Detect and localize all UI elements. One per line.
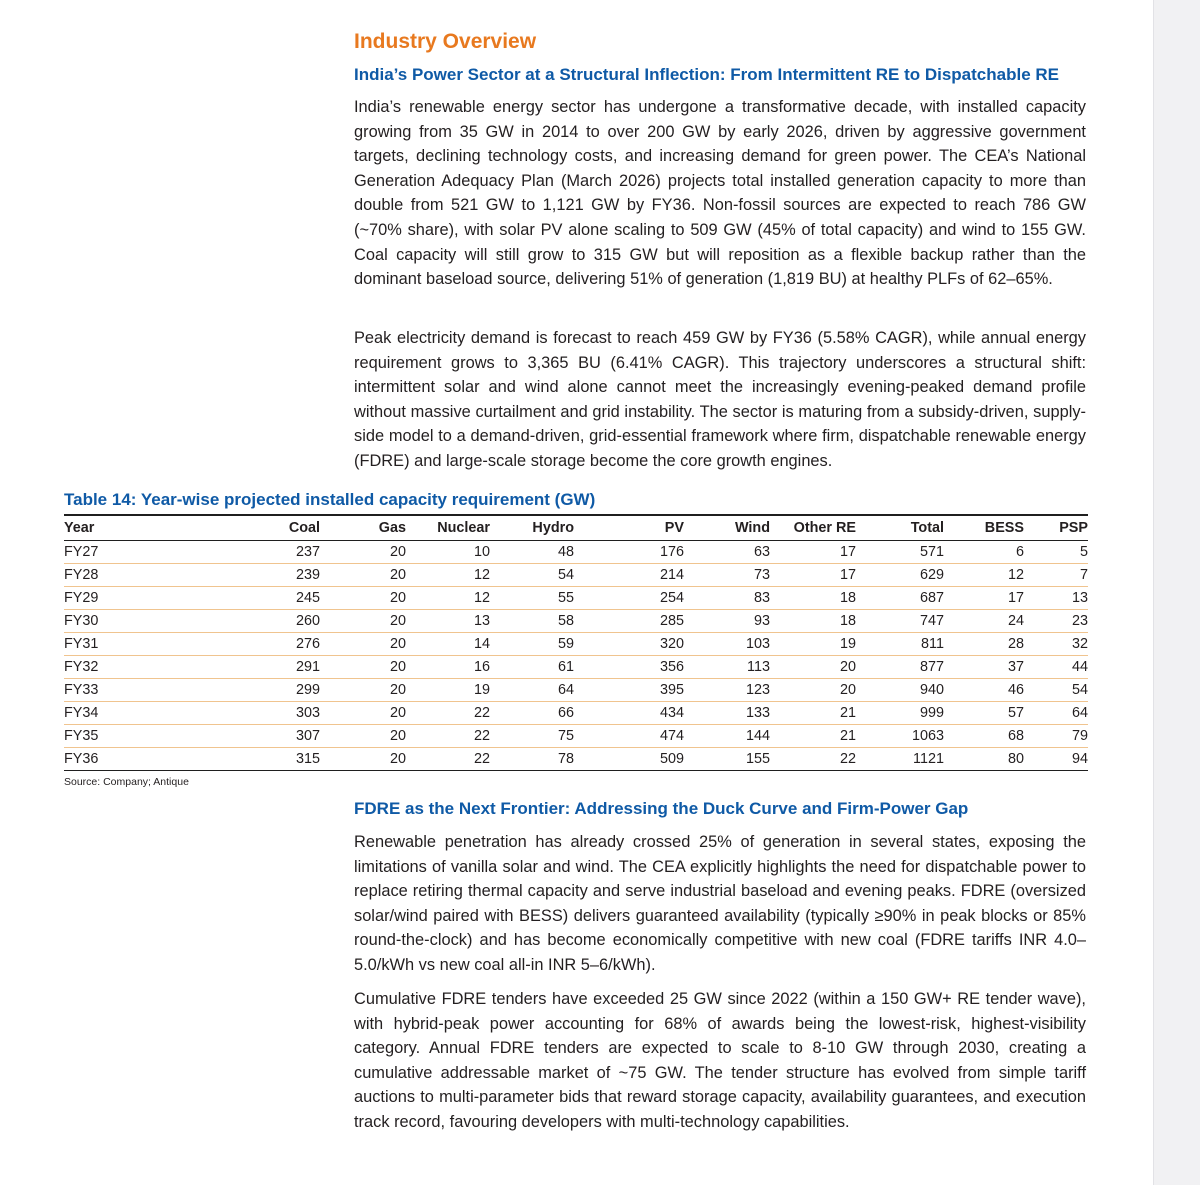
table-cell: 747 [856, 610, 944, 633]
table-cell: 245 [124, 587, 320, 610]
table-cell: 19 [406, 679, 490, 702]
table-cell: 66 [490, 702, 574, 725]
table-cell: 214 [574, 564, 684, 587]
table-cell: 22 [406, 702, 490, 725]
col-header-other-re: Other RE [770, 515, 856, 541]
table-cell: 94 [1024, 748, 1088, 771]
table-cell: 21 [770, 725, 856, 748]
table-row [64, 725, 1088, 748]
table-cell: 155 [684, 748, 770, 771]
table-cell: 13 [406, 610, 490, 633]
table-row [64, 564, 1088, 587]
paragraph-1: India’s renewable energy sector has undergone a transformative decade, with installed capacity growing from 35 GW in 2014 to over 200 GW by early 2026, driven by aggressive government targets, declining technology costs, and increasing demand for green power. The CEA’s National Generation Adequacy Plan (March 2026) projects total installed generation capacity to more than double from 521 GW to 1,121 GW by FY36. Non-fossil sources are expected to reach 786 GW (~70% share), with solar PV alone scaling to 509 GW (45% of total capacity) and wind to 155 GW. Coal capacity will still grow to 315 GW but will reposition as a flexible backup rather than the dominant baseload source, delivering 51% of generation (1,819 BU) at healthy PLFs of 62–65%. [354, 98, 1086, 289]
heading-structural-inflection: India’s Power Sector at a Structural Inflection: From Intermittent RE to Dispatchable RE [354, 65, 1059, 84]
table-cell: 46 [944, 679, 1024, 702]
paragraph-2: Peak electricity demand is forecast to reach 459 GW by FY36 (5.58% CAGR), while annual energy requirement grows to 3,365 BU (6.41% CAGR). This trajectory underscores a structural shift: intermittent solar and wind alone cannot meet the increasingly evening-peaked demand profile without massive curtailment and grid instability. The sector is maturing from a subsidy-driven, supply-side model to a demand-driven, grid-essential framework where firm, dispatchable renewable energy (FDRE) and large-scale storage become the core growth engines. [354, 329, 1086, 470]
table-row [64, 610, 1088, 633]
table-cell: 20 [320, 702, 406, 725]
table-cell: 509 [574, 748, 684, 771]
table-cell: 48 [490, 541, 574, 564]
table-cell: 79 [1024, 725, 1088, 748]
table-cell: 1063 [856, 725, 944, 748]
table-cell: 940 [856, 679, 944, 702]
table-row [64, 679, 1088, 702]
col-header-psp: PSP [1024, 515, 1088, 541]
table-cell: 17 [770, 564, 856, 587]
col-header-gas: Gas [320, 515, 406, 541]
table-cell: 356 [574, 656, 684, 679]
table-cell: 14 [406, 633, 490, 656]
table-cell: 320 [574, 633, 684, 656]
table-cell: 20 [320, 587, 406, 610]
table-cell: 474 [574, 725, 684, 748]
table-cell: 20 [320, 633, 406, 656]
table-cell: 687 [856, 587, 944, 610]
table-cell: 17 [770, 541, 856, 564]
table-cell: 61 [490, 656, 574, 679]
table-cell: 63 [684, 541, 770, 564]
table-row [64, 541, 1088, 564]
table-cell: 237 [124, 541, 320, 564]
table-cell: 103 [684, 633, 770, 656]
table-cell: 7 [1024, 564, 1088, 587]
table-cell: 5 [1024, 541, 1088, 564]
col-header-hydro: Hydro [490, 515, 574, 541]
table-cell: 58 [490, 610, 574, 633]
heading-fdre-frontier: FDRE as the Next Frontier: Addressing the Duck Curve and Firm-Power Gap [354, 799, 969, 818]
table-cell: 18 [770, 587, 856, 610]
table-cell: 55 [490, 587, 574, 610]
table-cell: 75 [490, 725, 574, 748]
table-cell: 80 [944, 748, 1024, 771]
table-cell: 21 [770, 702, 856, 725]
table-cell: 10 [406, 541, 490, 564]
table-cell: 303 [124, 702, 320, 725]
table-cell: 20 [320, 656, 406, 679]
table-row [64, 633, 1088, 656]
table-cell: 64 [1024, 702, 1088, 725]
table-cell: 44 [1024, 656, 1088, 679]
table-row [64, 748, 1088, 771]
col-header-coal: Coal [124, 515, 320, 541]
paragraph-3: Renewable penetration has already crossed 25% of generation in several states, exposing the limitations of vanilla solar and wind. The CEA explicitly highlights the need for dispatchable power to replace retiring thermal capacity and serve industrial baseload and evening peaks. FDRE (oversized solar/wind paired with BESS) delivers guaranteed availability (typically ≥90% in peak blocks or 85% round-the-clock) and has become economically competitive with new coal (FDRE tariffs INR 4.0–5.0/kWh vs new coal all-in INR 5–6/kWh). [354, 833, 1086, 974]
table-cell: 176 [574, 541, 684, 564]
section-title: Industry Overview [354, 30, 537, 53]
table-cell: 811 [856, 633, 944, 656]
table-cell: 17 [944, 587, 1024, 610]
table-cell: 23 [1024, 610, 1088, 633]
table-cell: FY36 [64, 748, 124, 771]
col-header-total: Total [856, 515, 944, 541]
table-cell: 315 [124, 748, 320, 771]
col-header-year: Year [64, 515, 124, 541]
table-row [64, 656, 1088, 679]
table-cell: FY27 [64, 541, 124, 564]
table-cell: 37 [944, 656, 1024, 679]
table-cell: 133 [684, 702, 770, 725]
table-cell: 299 [124, 679, 320, 702]
table-cell: 93 [684, 610, 770, 633]
table-cell: 12 [406, 587, 490, 610]
col-header-wind: Wind [684, 515, 770, 541]
table-title: Table 14: Year-wise projected installed capacity requirement (GW) [64, 490, 596, 509]
table-cell: 83 [684, 587, 770, 610]
table-cell: 16 [406, 656, 490, 679]
table-cell: 12 [944, 564, 1024, 587]
table-cell: 19 [770, 633, 856, 656]
table-cell: 22 [770, 748, 856, 771]
table-row [64, 702, 1088, 725]
table-cell: FY28 [64, 564, 124, 587]
table-cell: 20 [320, 610, 406, 633]
table-cell: 12 [406, 564, 490, 587]
table-cell: 285 [574, 610, 684, 633]
table-cell: 254 [574, 587, 684, 610]
paragraph-4: Cumulative FDRE tenders have exceeded 25 GW since 2022 (within a 150 GW+ RE tender wave), with hybrid-peak power accounting for 68% of awards being the lowest-risk, highest-visibility category. Annual FDRE tenders are expected to scale to 8-10 GW through 2030, creating a cumulative addressable market of ~75 GW. The tender structure has evolved from simple tariff auctions to multi-parameter bids that reward storage capacity, availability guarantees, and execution track record, favouring developers with multi-technology capabilities. [354, 990, 1086, 1131]
table-cell: 307 [124, 725, 320, 748]
col-header-nuclear: Nuclear [406, 515, 490, 541]
table-cell: 20 [770, 656, 856, 679]
col-header-pv: PV [574, 515, 684, 541]
table-row [64, 587, 1088, 610]
table-cell: 999 [856, 702, 944, 725]
table-cell: 260 [124, 610, 320, 633]
table-cell: FY29 [64, 587, 124, 610]
table-cell: 18 [770, 610, 856, 633]
table-cell: 629 [856, 564, 944, 587]
table-cell: FY31 [64, 633, 124, 656]
table-cell: 20 [770, 679, 856, 702]
table-cell: 28 [944, 633, 1024, 656]
table-cell: 877 [856, 656, 944, 679]
table-cell: FY34 [64, 702, 124, 725]
table-cell: 113 [684, 656, 770, 679]
table-cell: 78 [490, 748, 574, 771]
table-cell: 6 [944, 541, 1024, 564]
table-cell: FY30 [64, 610, 124, 633]
table-cell: 123 [684, 679, 770, 702]
table-cell: 13 [1024, 587, 1088, 610]
table-cell: 20 [320, 564, 406, 587]
table-cell: 571 [856, 541, 944, 564]
table-cell: 144 [684, 725, 770, 748]
table-cell: 20 [320, 541, 406, 564]
table-cell: 22 [406, 748, 490, 771]
capacity-table [64, 514, 1088, 771]
table-cell: 57 [944, 702, 1024, 725]
table-cell: 395 [574, 679, 684, 702]
table-cell: 64 [490, 679, 574, 702]
table-cell: FY32 [64, 656, 124, 679]
col-header-bess: BESS [944, 515, 1024, 541]
table-cell: FY35 [64, 725, 124, 748]
table-header-row [64, 515, 1088, 541]
table-cell: FY33 [64, 679, 124, 702]
side-strip [1153, 0, 1200, 1185]
table-cell: 54 [1024, 679, 1088, 702]
table-cell: 291 [124, 656, 320, 679]
table-source-note: Source: Company; Antique [64, 776, 189, 788]
table-cell: 20 [320, 725, 406, 748]
table-cell: 32 [1024, 633, 1088, 656]
table-cell: 59 [490, 633, 574, 656]
table-cell: 24 [944, 610, 1024, 633]
table-cell: 276 [124, 633, 320, 656]
table-cell: 22 [406, 725, 490, 748]
table-cell: 20 [320, 679, 406, 702]
table-body [64, 541, 1088, 771]
table-cell: 239 [124, 564, 320, 587]
table-cell: 1121 [856, 748, 944, 771]
table-cell: 73 [684, 564, 770, 587]
table-cell: 54 [490, 564, 574, 587]
table-cell: 434 [574, 702, 684, 725]
table-cell: 68 [944, 725, 1024, 748]
table-cell: 20 [320, 748, 406, 771]
